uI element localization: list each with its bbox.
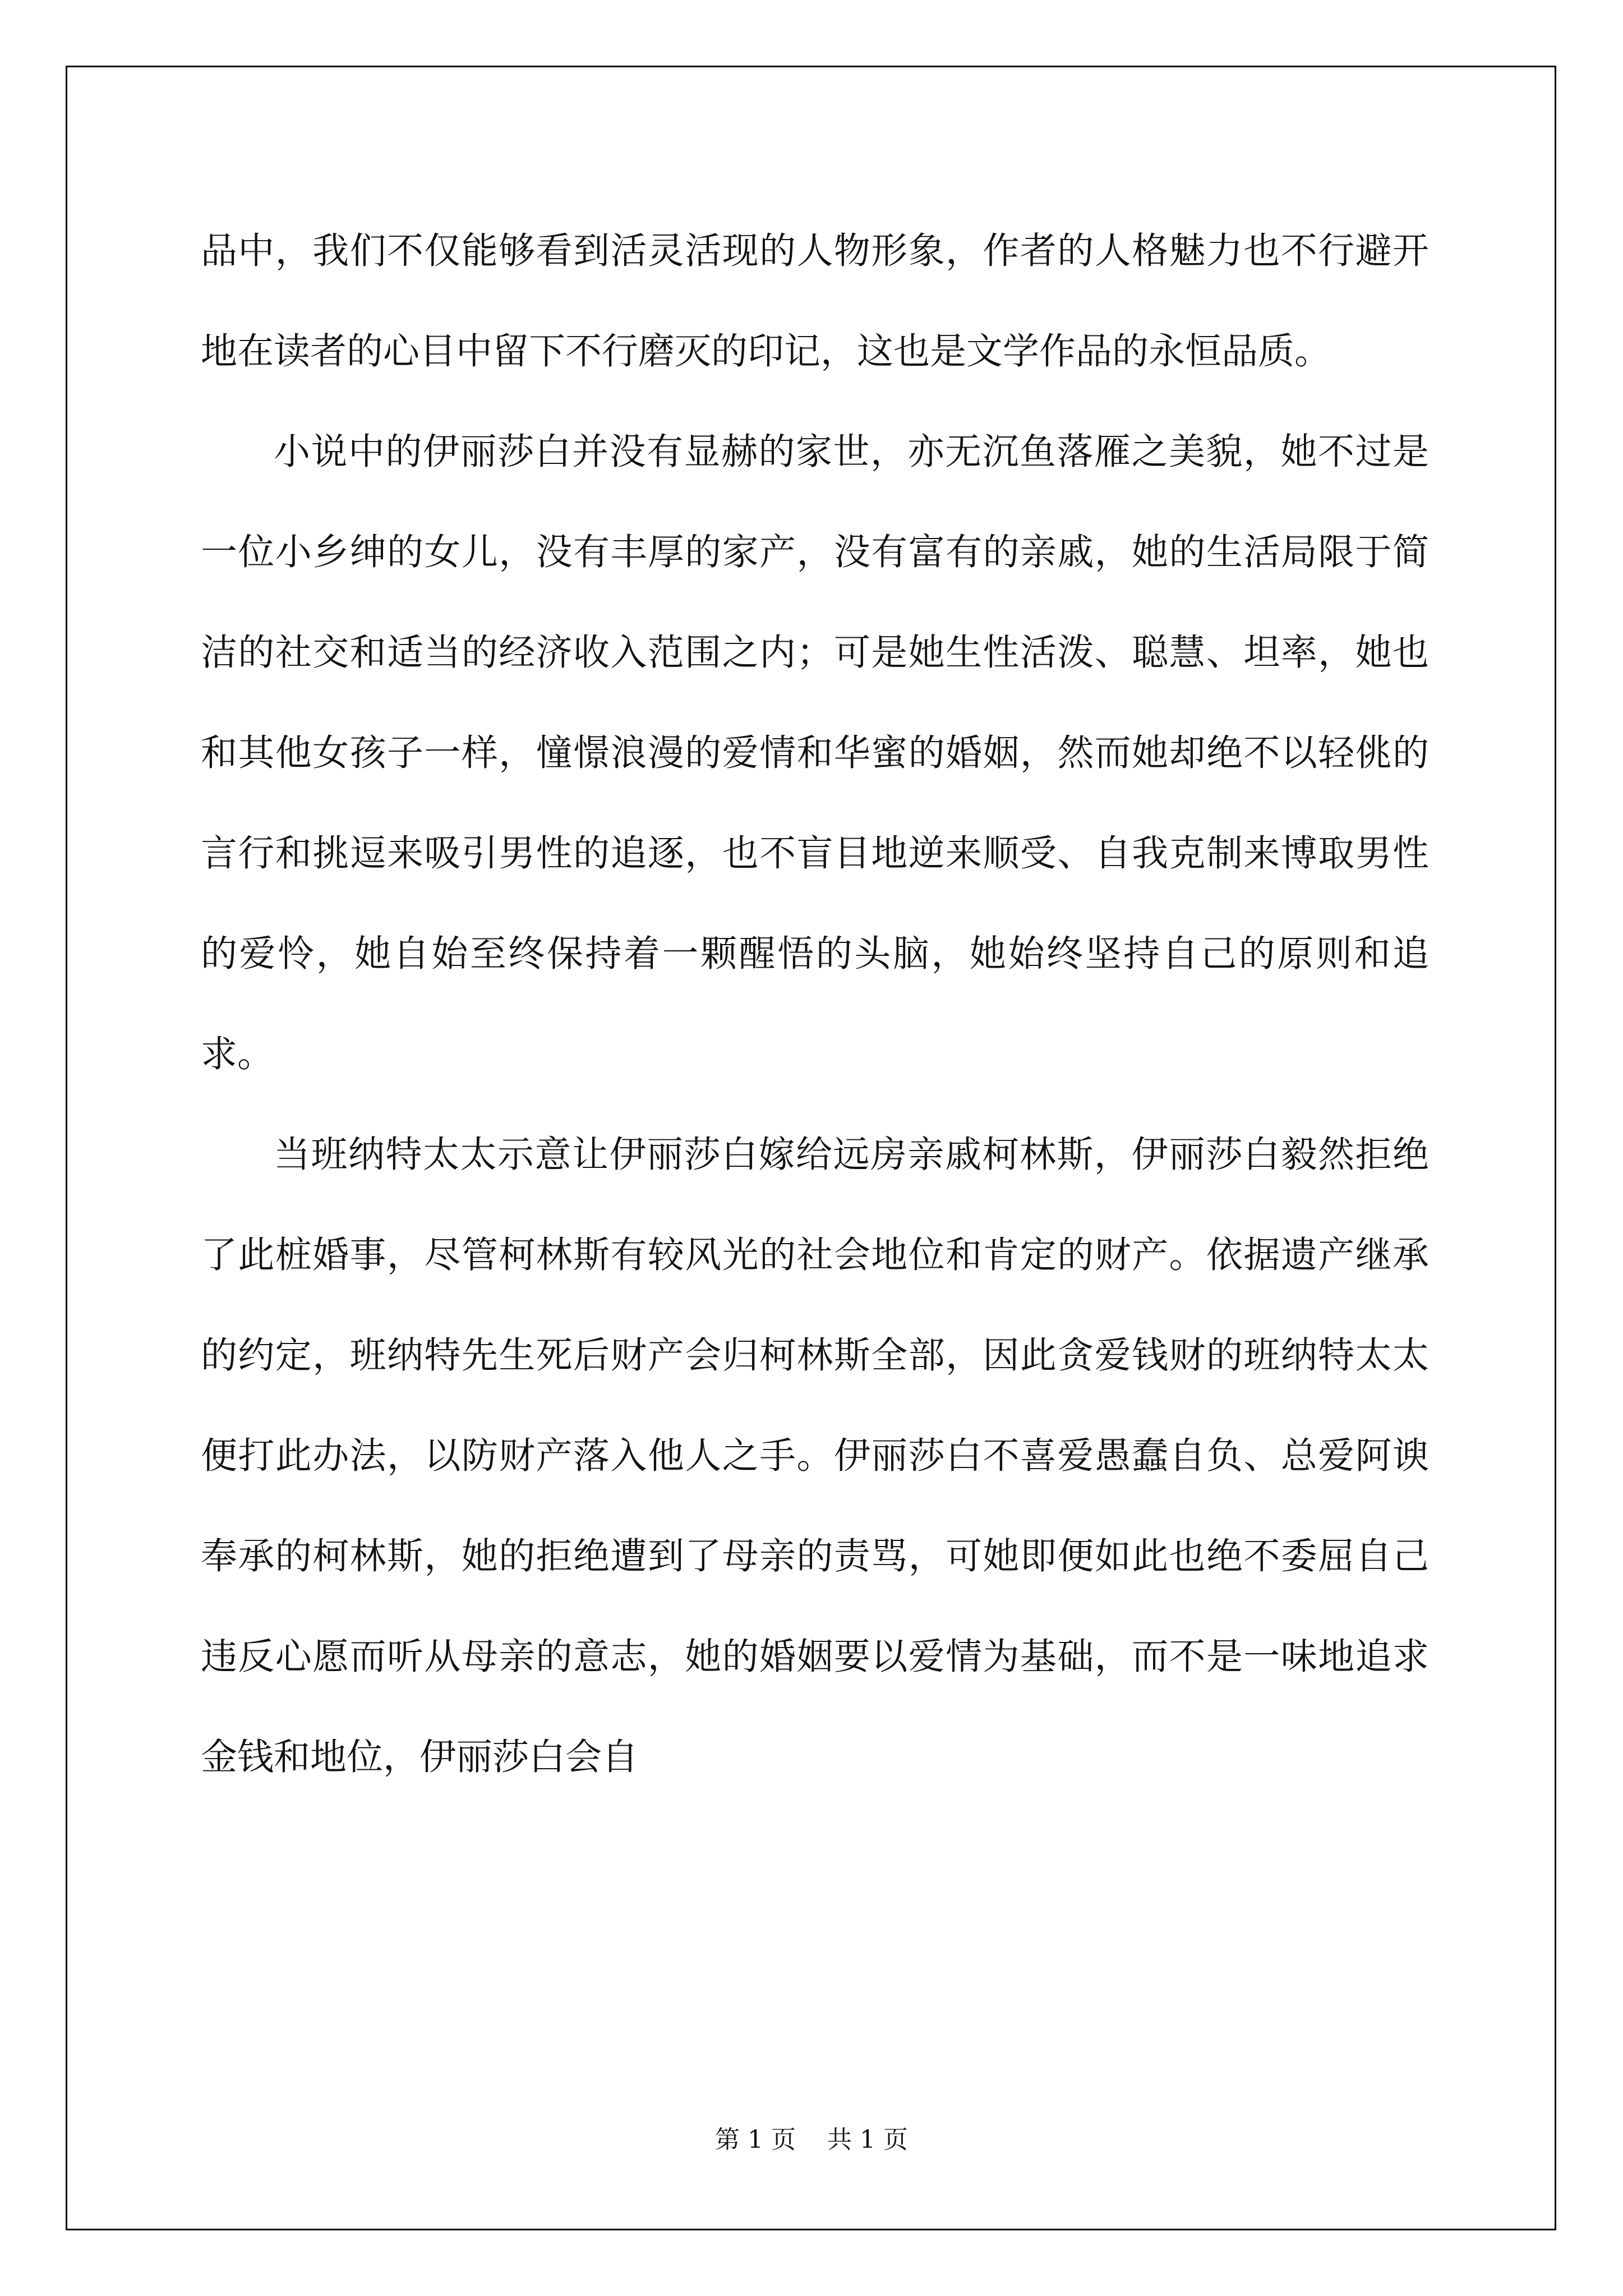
- paragraph-2: 小说中的伊丽莎白并没有显赫的家世，亦无沉鱼落雁之美貌，她不过是一位小乡绅的女儿，没有丰厚的家产，没有富有的亲戚，她的生活局限于简洁的社交和适当的经济收入范围之内；可是她生性活泼、聪慧、坦率，她也和其他女孩子一样，憧憬浪漫的爱情和华蜜的婚姻，然而她却绝不以轻佻的言行和挑逗来吸引男性的追逐，也不盲目地逆来顺受、自我克制来博取男性的爱怜，她自始至终保持着一颗醒悟的头脑，她始终坚持自己的原则和追求。: [201, 431, 1429, 1075]
- page-footer: 第 1 页 共 1 页: [715, 2125, 908, 2154]
- paragraph-1: 品中，我们不仅能够看到活灵活现的人物形象，作者的人格魅力也不行避开地在读者的心目中留下不行磨灭的印记，这也是文学作品的永恒品质。: [201, 230, 1429, 372]
- paragraph-3: 当班纳特太太示意让伊丽莎白嫁给远房亲戚柯林斯，伊丽莎白毅然拒绝了此桩婚事，尽管柯林斯有较风光的社会地位和肯定的财产。依据遗产继承的约定，班纳特先生死后财产会归柯林斯全部，因此贪爱钱财的班纳特太太便打此办法，以防财产落入他人之手。伊丽莎白不喜爱愚蠢自负、总爱阿谀奉承的柯林斯，她的拒绝遭到了母亲的责骂，可她即便如此也绝不委屈自己违反心愿而听从母亲的意志，她的婚姻要以爱情为基础，而不是一味地追求金钱和地位，伊丽莎白会自: [201, 1134, 1429, 1778]
- document-body: [201, 201, 1429, 1807]
